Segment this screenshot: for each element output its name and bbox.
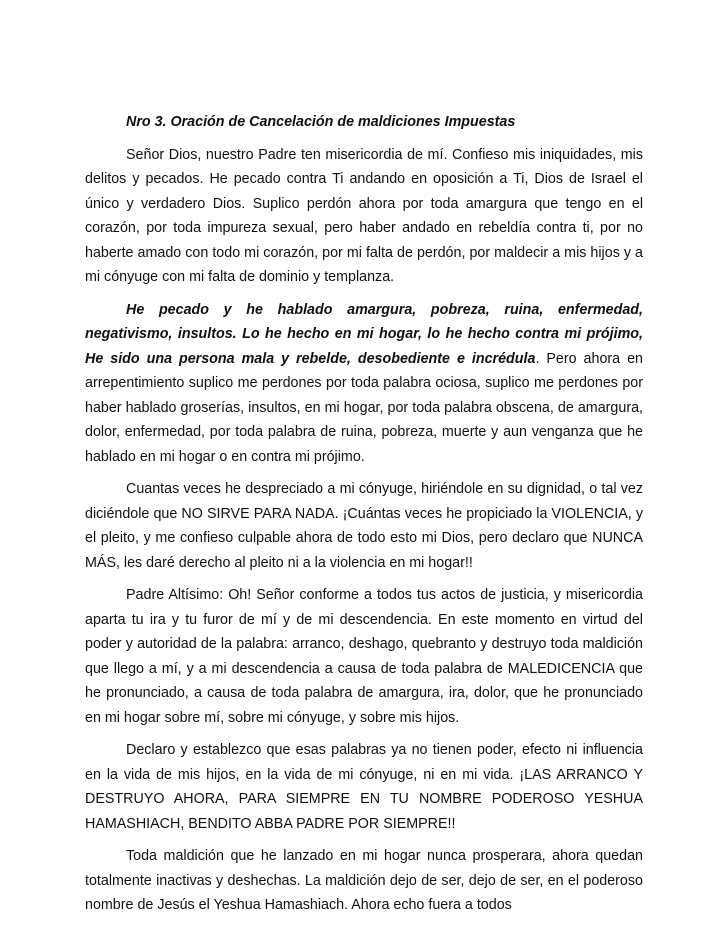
paragraph-justice: Padre Altísimo: Oh! Señor conforme a todos tus actos de justicia, y misericordia aparta tu ira y tu furor de mí y de mi descendencia. En este momento en virtud del poder y autoridad de la palabra: arranco, deshago, quebranto y destruyo toda maldición que llego a mí, y a mi descendencia a causa de toda palabra de MALEDICENCIA que he pronunciado, a causa de toda palabra de amargura, ira, dolor, que he pronunciado en mi hogar sobre mí, sobre mi cónyuge, y sobre mis hijos. (85, 587, 643, 726)
emphasized-text: He pecado y he hablado amargura, pobreza, ruina, enfermedad, negativismo, insultos. Lo he hecho en mi hogar, lo he hecho contra mi prójimo, He sido una persona mala y rebelde, desobediente e incrédula (85, 301, 643, 367)
paragraph-confession: Señor Dios, nuestro Padre ten misericordia de mí. Confieso mis iniquidades, mis delitos y pecados. He pecado contra Ti andando en oposición a Ti, Dios de Israel el único y verdadero Dios. Suplico perdón ahora por toda amargura que tengo en el corazón, por toda impureza sexual, pero haber andado en rebeldía contra ti, por no haberte amado con todo mi corazón, por mi falta de perdón, por maldecir a mis hijos y a mi cónyuge con mi falta de dominio y templanza. (85, 146, 643, 285)
paragraph-declaration: Declaro y establezco que esas palabras ya no tienen poder, efecto ni influencia en la vida de mis hijos, en la vida de mi cónyuge, ni en mi vida. ¡LAS ARRANCO Y DESTRUYO AHORA, PARA SIEMPRE EN TU NOMBRE PODEROSO YESHUA HAMASHIACH, BENDITO ABBA PADRE POR SIEMPRE!! (85, 742, 643, 832)
paragraph-repentance-text: . Pero ahora en arrepentimiento suplico me perdones por toda palabra ociosa, suplico me perdones por haber hablado groserías, insultos, en mi hogar, por toda palabra obscena, de amargura, dolor, enfermedad, por toda palabra de ruina, pobreza, muerte y aun venganza que he hablado en mi hogar o en contra mi prójimo. (85, 350, 643, 465)
document-page (85, 110, 643, 926)
paragraph-repentance (85, 298, 643, 470)
paragraph-curse-cancelled: Toda maldición que he lanzado en mi hogar nunca prosperara, ahora quedan totalmente inactivas y deshechas. La maldición dejo de ser, dejo de ser, en el poderoso nombre de Jesús el Yeshua Hamashiach. Ahora echo fuera a todos (85, 848, 643, 913)
paragraph-violence: Cuantas veces he despreciado a mi cónyuge, hiriéndole en su dignidad, o tal vez diciéndole que NO SIRVE PARA NADA. ¡Cuántas veces he propiciado la VIOLENCIA, y el pleito, y me confieso culpable ahora de todo esto mi Dios, pero declaro que NUNCA MÁS, les daré derecho al pleito ni a la violencia en mi hogar!! (85, 481, 643, 571)
document-title: Nro 3. Oración de Cancelación de maldiciones Impuestas (126, 114, 516, 130)
